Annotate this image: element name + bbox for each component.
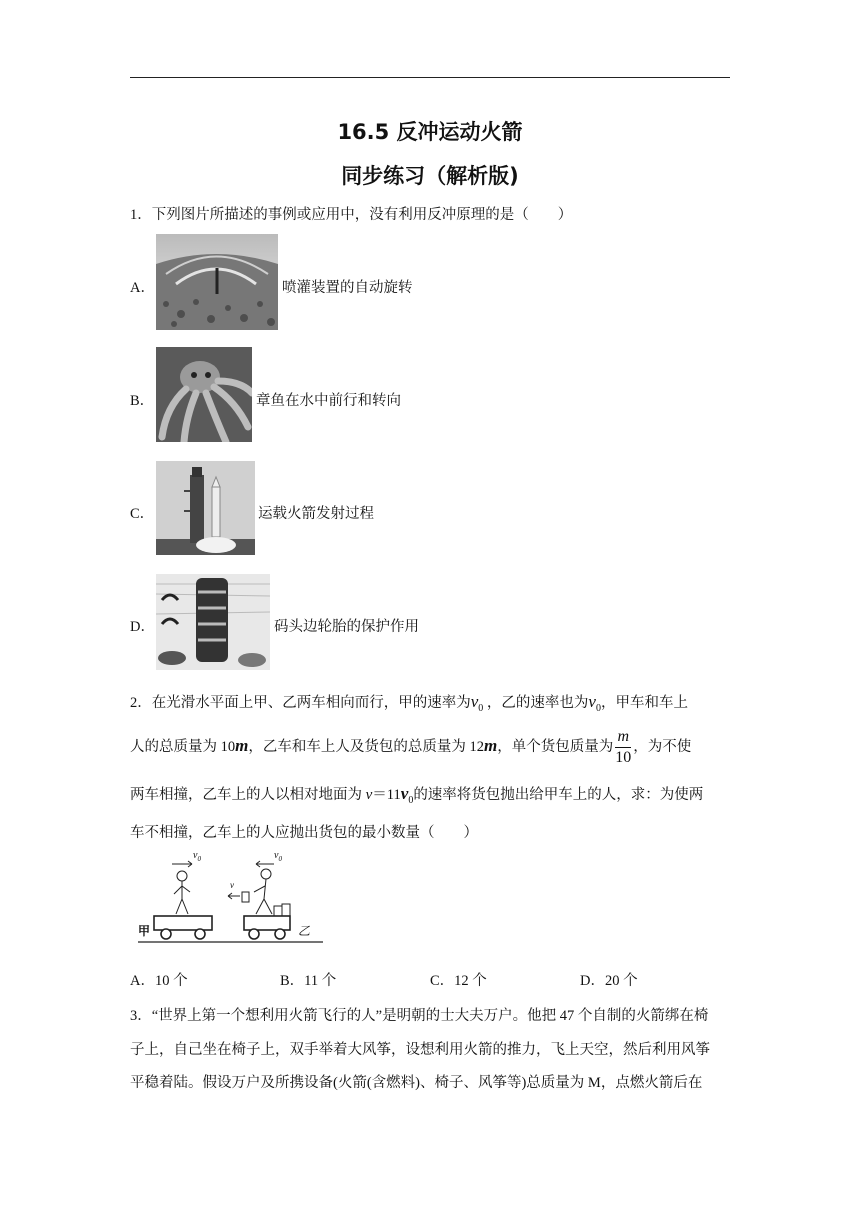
m-symbol: m [235, 735, 249, 755]
q1-option-c-text: 运载火箭发射过程 [258, 506, 374, 522]
q2-line-3 [130, 783, 703, 806]
v0-symbol-3: v [400, 784, 409, 803]
v0-subscript: 0 [478, 702, 484, 714]
q1-option-d-text: 码头边轮胎的保护作用 [274, 619, 419, 635]
mass-fraction [615, 727, 631, 768]
figure-v0-symbol: v [193, 850, 198, 861]
figure-v0-sub: 0 [197, 855, 201, 863]
q2-l2b: ，乙车和车上人及货包的总质量为 12 [248, 738, 484, 755]
figure-v-label: v [230, 880, 234, 890]
q3-line-2: 子上，自己坐在椅子上，双手举着大风筝，设想利用火箭的推力，飞上天空，然后利用风筝 [130, 1042, 710, 1058]
figure-v0-sub-2: 0 [278, 855, 282, 863]
q1-stem: 1．下列图片所描述的事例或应用中，没有利用反冲原理的是（ ） [130, 207, 573, 223]
page-title: 16.5 反冲运动火箭 [337, 120, 523, 144]
q1-option-b-text: 章鱼在水中前行和转向 [256, 393, 401, 409]
figure-v0-symbol-2: v [274, 850, 279, 861]
q2-l3b: ＝11 [372, 787, 401, 803]
q2-choice-d: D．20 个 [580, 973, 638, 989]
fraction-numerator: m [615, 727, 631, 748]
q2-l3a: 两车相撞，乙车上的人以相对地面为 [130, 787, 366, 803]
q2-l1c: ，甲车和车上 [600, 695, 688, 711]
v0-symbol-2: v [588, 692, 596, 711]
q2-l2c: ，单个货包质量为 [497, 738, 614, 755]
q1-option-b-letter: B． [130, 393, 155, 409]
dock-tire-photo-icon [156, 574, 270, 670]
figure-label-yi: 乙 [298, 924, 311, 938]
figure-label-jia: 甲 [138, 924, 151, 938]
v0-symbol: v [470, 692, 479, 711]
q2-choice-c: C．12 个 [430, 973, 487, 989]
q2-l1b: ，乙的速率也为 [486, 695, 589, 711]
q3-line-3: 平稳着陆。假设万户及所携设备(火箭(含燃料)、椅子、风筝等)总质量为 M，点燃火箭后在 [130, 1075, 703, 1091]
q2-line-2 [130, 727, 691, 768]
sprinkler-photo-icon [156, 234, 278, 330]
q2-l3c: 的速率将货包抛出给甲车上的人，求：为使两 [413, 787, 704, 803]
page-subtitle: 同步练习（解析版) [341, 164, 519, 188]
rocket-launch-photo-icon [156, 461, 255, 555]
carts-figure [138, 850, 323, 946]
q2-l1a: 2．在光滑水平面上甲、乙两车相向而行，甲的速率为 [130, 695, 471, 711]
v0-subscript-2: 0 [595, 702, 601, 714]
octopus-photo-icon [156, 347, 252, 442]
q1-option-c-letter: C． [130, 506, 155, 522]
q1-option-d-letter: D． [130, 619, 155, 635]
q1-option-a-letter: A． [130, 280, 155, 296]
figure-v0-label-2 [274, 850, 282, 863]
q2-l2d: ，为不使 [633, 738, 692, 755]
fraction-denominator: 10 [615, 749, 632, 766]
v0-subscript-3: 0 [408, 794, 414, 806]
q2-line-4: 车不相撞，乙车上的人应抛出货包的最小数量（ ） [130, 825, 478, 841]
q2-choice-a: A．10 个 [130, 973, 188, 989]
q2-line-1 [130, 691, 688, 714]
q2-l2a: 人的总质量为 10 [130, 738, 236, 755]
v-symbol: v [365, 787, 373, 803]
header-rule [130, 77, 730, 78]
m-symbol-2: m [483, 735, 498, 755]
q3-line-1: 3．“世界上第一个想利用火箭飞行的人”是明朝的士大夫万户。他把 47 个自制的火箭绑在椅 [130, 1008, 709, 1024]
q1-option-a-text: 喷灌装置的自动旋转 [282, 280, 413, 296]
q2-choice-b: B．11 个 [280, 973, 337, 989]
figure-v0-label [193, 850, 201, 863]
